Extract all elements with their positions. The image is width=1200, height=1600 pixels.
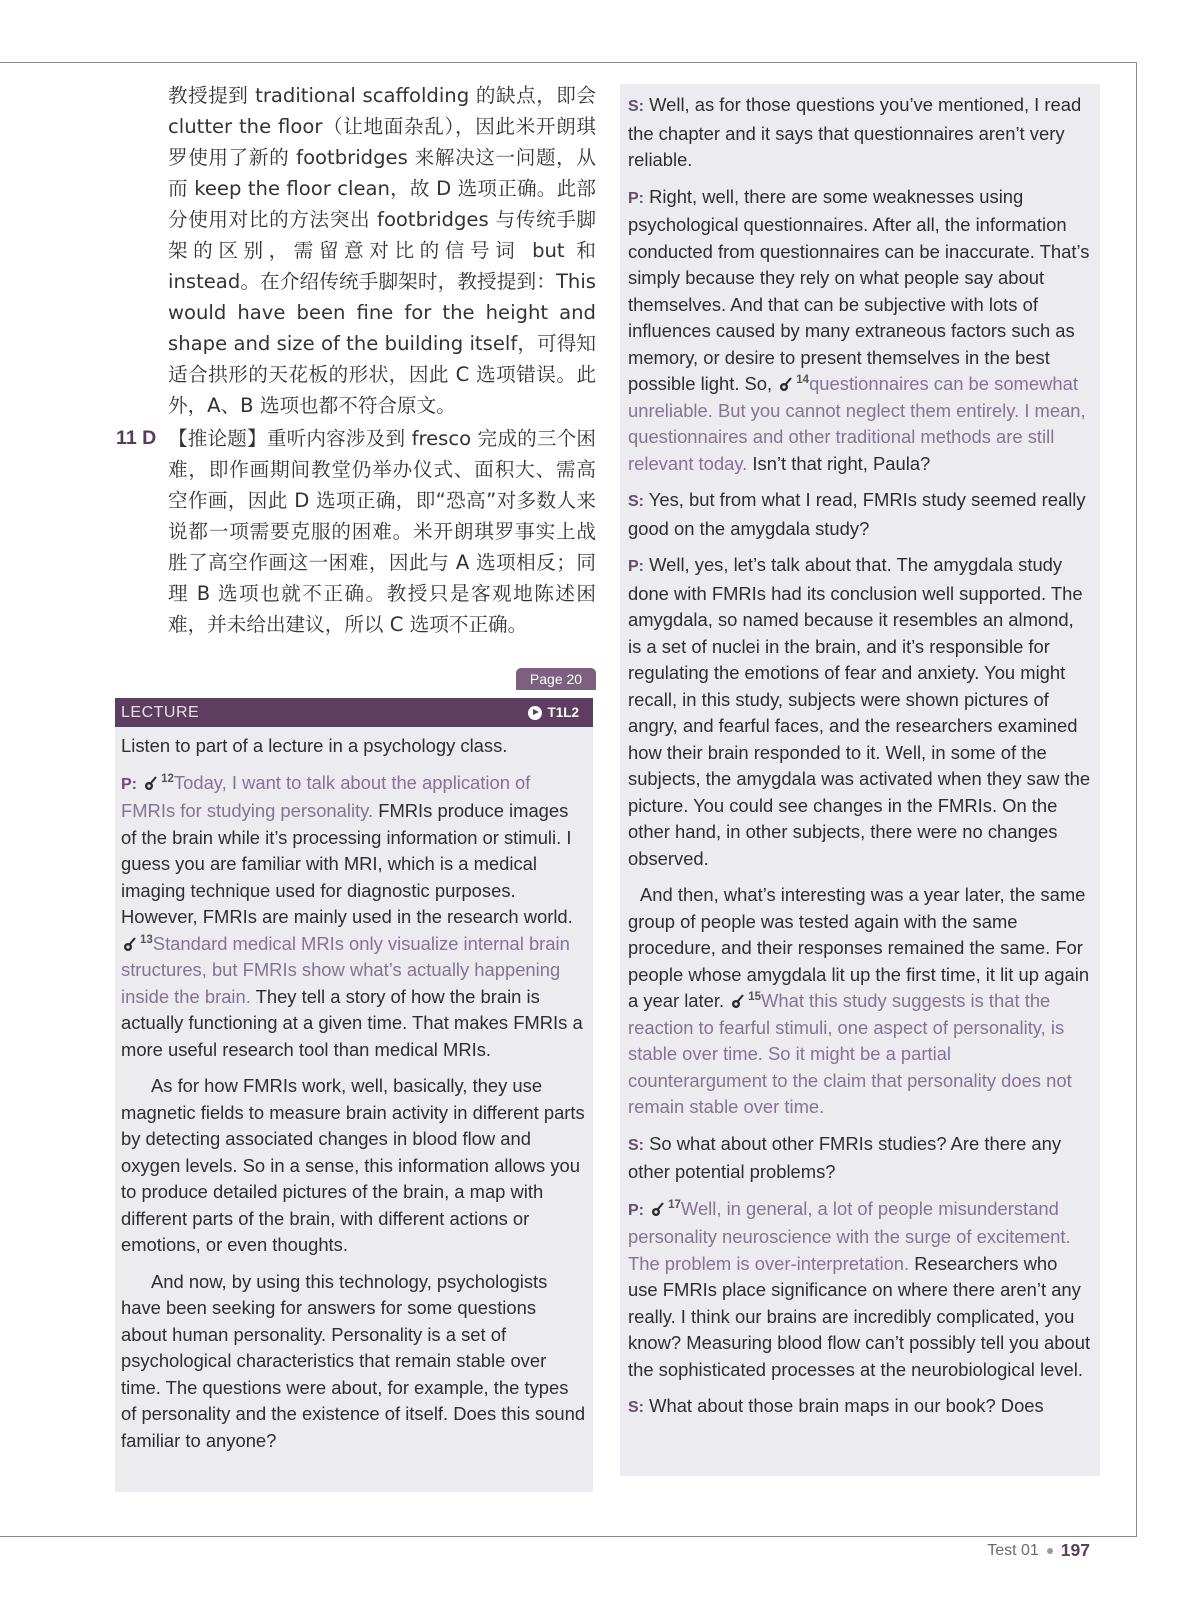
frame-line-top xyxy=(0,62,1136,63)
lecture-transcript-box xyxy=(115,698,593,1492)
highlight-text: Standard medical MRIs only visualize internal brain structures, but FMRIs show what’s actually happening inside the brain. xyxy=(121,932,570,1007)
question-11-explanation xyxy=(116,423,596,640)
transcript-text: Researchers who use FMRIs place significance on where there aren’t any really. I think our brains are incredibly complicated, you know? Measuring blood flow can’t possibly tell you about the sophisticated processes at the neurobiological level. xyxy=(628,1252,1091,1380)
lecture-title: LECTURE xyxy=(121,703,200,721)
transcript-text: Isn’t that right, Paula? xyxy=(747,452,931,474)
highlight-text: Today, I want to talk about the application of FMRIs for studying personality. xyxy=(121,771,531,821)
frame-line-bottom xyxy=(0,1536,1137,1537)
transcript-paragraph: And now, by using this technology, psychologists have been seeking for answers for some questions about human personality. Personality is a set of psychological characteristics that remain stable over time. The questions were about, for example, the types of personality and the existence of itself. Does this sound familiar to anyone? xyxy=(121,1270,586,1451)
transcript-text: Yes, but from what I read, FMRIs study seemed really good on the amygdala study? xyxy=(628,489,1086,539)
key-icon xyxy=(779,376,793,392)
key-icon xyxy=(123,936,137,952)
transcript-paragraph xyxy=(121,770,587,1064)
speaker-label: P: xyxy=(628,558,644,575)
track-label: T1L2 xyxy=(547,705,579,720)
dialogue-transcript-box xyxy=(620,84,1100,1476)
transcript-paragraph: As for how FMRIs work, well, basically, they use magnetic fields to measure brain activity in different parts by detecting associated changes in blood flow and oxygen levels. So in a sense, this information allows you to produce detailed pictures of the brain, a map with different parts of the brain, with different actions or emotions, or even thoughts. xyxy=(121,1075,585,1255)
explanation-paragraph: 教授提到 traditional scaffolding 的缺点，即会 clutter the floor（让地面杂乱），因此米开朗琪罗使用了新的 footbridges 来解决这一问题，从而 keep the floor clean，故 D 选项正确。此部分使用对比的方法突出 footbridges 与传统手脚架的区别，需留意对比的信号词 but 和 instead。在介绍传统手脚架时，教授提到：This would have been fine for the height and shape and size of the building itself，可得知适合拱形的天花板的形状，因此 C 选项错误。此外，A、B 选项也都不符合原文。 xyxy=(168,84,596,417)
lecture-body xyxy=(115,727,593,1454)
transcript-text: So what about other FMRIs studies? Are there any other potential problems? xyxy=(628,1132,1062,1182)
transcript-text: Well, as for those questions you’ve mentioned, I read the chapter and it says that questionnaires aren’t very reliable. xyxy=(628,94,1082,170)
frame-line-right xyxy=(1136,62,1137,1536)
transcript-paragraph xyxy=(628,882,1092,1121)
page-number: 197 xyxy=(1060,1540,1090,1560)
question-ref-12: 12 xyxy=(161,772,174,785)
transcript-text: What about those brain maps in our book? Does xyxy=(644,1395,1044,1416)
question-ref-15: 15 xyxy=(748,990,761,1003)
play-icon xyxy=(528,706,542,720)
key-icon xyxy=(731,993,745,1009)
page-footer xyxy=(987,1540,1090,1561)
highlight-text: What this study suggests is that the reaction to fearful stimuli, one aspect of personality, is stable over time. So it might be a partial counterargument to the claim that personality does not remain stable over time. xyxy=(628,990,1072,1117)
question-ref-14: 14 xyxy=(796,373,810,386)
speaker-label: S: xyxy=(628,1399,644,1416)
key-icon xyxy=(144,775,158,791)
speaker-label: P: xyxy=(628,189,644,207)
transcript-paragraph xyxy=(628,487,1092,542)
page-reference-badge: Page 20 xyxy=(516,668,596,690)
transcript-paragraph xyxy=(628,1196,1092,1384)
lecture-header xyxy=(115,698,593,727)
question-ref-13: 13 xyxy=(140,933,153,946)
transcript-text: Right, well, there are some weaknesses using psychological questionnaires. After all, the information conducted from questionnaires can be inaccurate. That’s simply because they rely on what people say about themselves. And that can be subjective with lots of influences caused by many extraneous factors such as memory, or desire to present themselves in the best possible light. So, xyxy=(628,185,1090,394)
transcript-text: And then, what’s interesting was a year later, the same group of people was tested again with the same procedure, and their responses remained the same. For people whose amygdala lit up the first time, it lit up again a year later. xyxy=(628,884,1090,1011)
test-label: Test 01 xyxy=(987,1541,1039,1559)
question-ref-17: 17 xyxy=(668,1198,681,1211)
highlight-text: questionnaires can be somewhat unreliable. But you cannot neglect them entirely. I mean, questionnaires and other traditional methods are still relevant today. xyxy=(628,373,1086,474)
highlight-text: Well, in general, a lot of people misunderstand personality neuroscience with the surge of excitement. The problem is over-interpretation. xyxy=(628,1197,1071,1274)
speaker-label: P: xyxy=(628,1201,644,1219)
question-11-text: 【推论题】重听内容涉及到 fresco 完成的三个困难，即作画期间教堂仍举办仪式、面积大、需高空作画，因此 D 选项正确，即“恐高”对多数人来说都一项需要克服的困难。米开朗琪罗事实上战胜了高空作画这一困难，因此与 A 选项相反；同理 B 选项也就不正确。教授只是客观地陈述困难，并未给出建议，所以 C 选项不正确。 xyxy=(168,427,596,636)
transcript-paragraph xyxy=(628,1393,1092,1422)
dialogue-body xyxy=(620,84,1100,1422)
transcript-paragraph xyxy=(628,552,1092,872)
transcript-text: They tell a story of how the brain is actually functioning at a given time. That makes FMRIs a more useful research tool than medical MRIs. xyxy=(121,985,583,1060)
lecture-intro: Listen to part of a lecture in a psychology class. xyxy=(121,735,508,756)
transcript-paragraph xyxy=(628,184,1092,478)
audio-track[interactable] xyxy=(528,705,579,720)
footer-separator xyxy=(1047,1548,1053,1554)
transcript-text: Well, yes, let’s talk about that. The amygdala study done with FMRIs had its conclusion well supported. The amygdala, so named because it resembles an almond, is a set of nuclei in the brain, and it’s responsible for regulating the emotions of fear and anxiety. You might recall, in this study, subjects were shown pictures of angry, and fearful faces, and the researchers examined how their brain responded to it. Well, in some of the subjects, the amygdala was activated when they saw the picture. You could see changes in the FMRIs. On the other hand, in other subjects, there were no changes observed. xyxy=(628,554,1091,869)
question-number: 11 D xyxy=(116,427,157,449)
speaker-label: S: xyxy=(628,1136,644,1154)
speaker-label: P: xyxy=(121,775,137,793)
answer-explanation xyxy=(116,80,596,640)
speaker-label: S: xyxy=(628,493,644,510)
transcript-paragraph xyxy=(628,1131,1092,1186)
transcript-text: FMRIs produce images of the brain while it’s processing information or stimuli. I guess you are familiar with MRI, which is a medical imaging technique used for diagnostic purposes. However, FMRIs are mainly used in the research world. xyxy=(121,800,573,927)
transcript-paragraph xyxy=(628,92,1092,174)
speaker-label: S: xyxy=(628,98,644,115)
key-icon xyxy=(651,1201,665,1217)
